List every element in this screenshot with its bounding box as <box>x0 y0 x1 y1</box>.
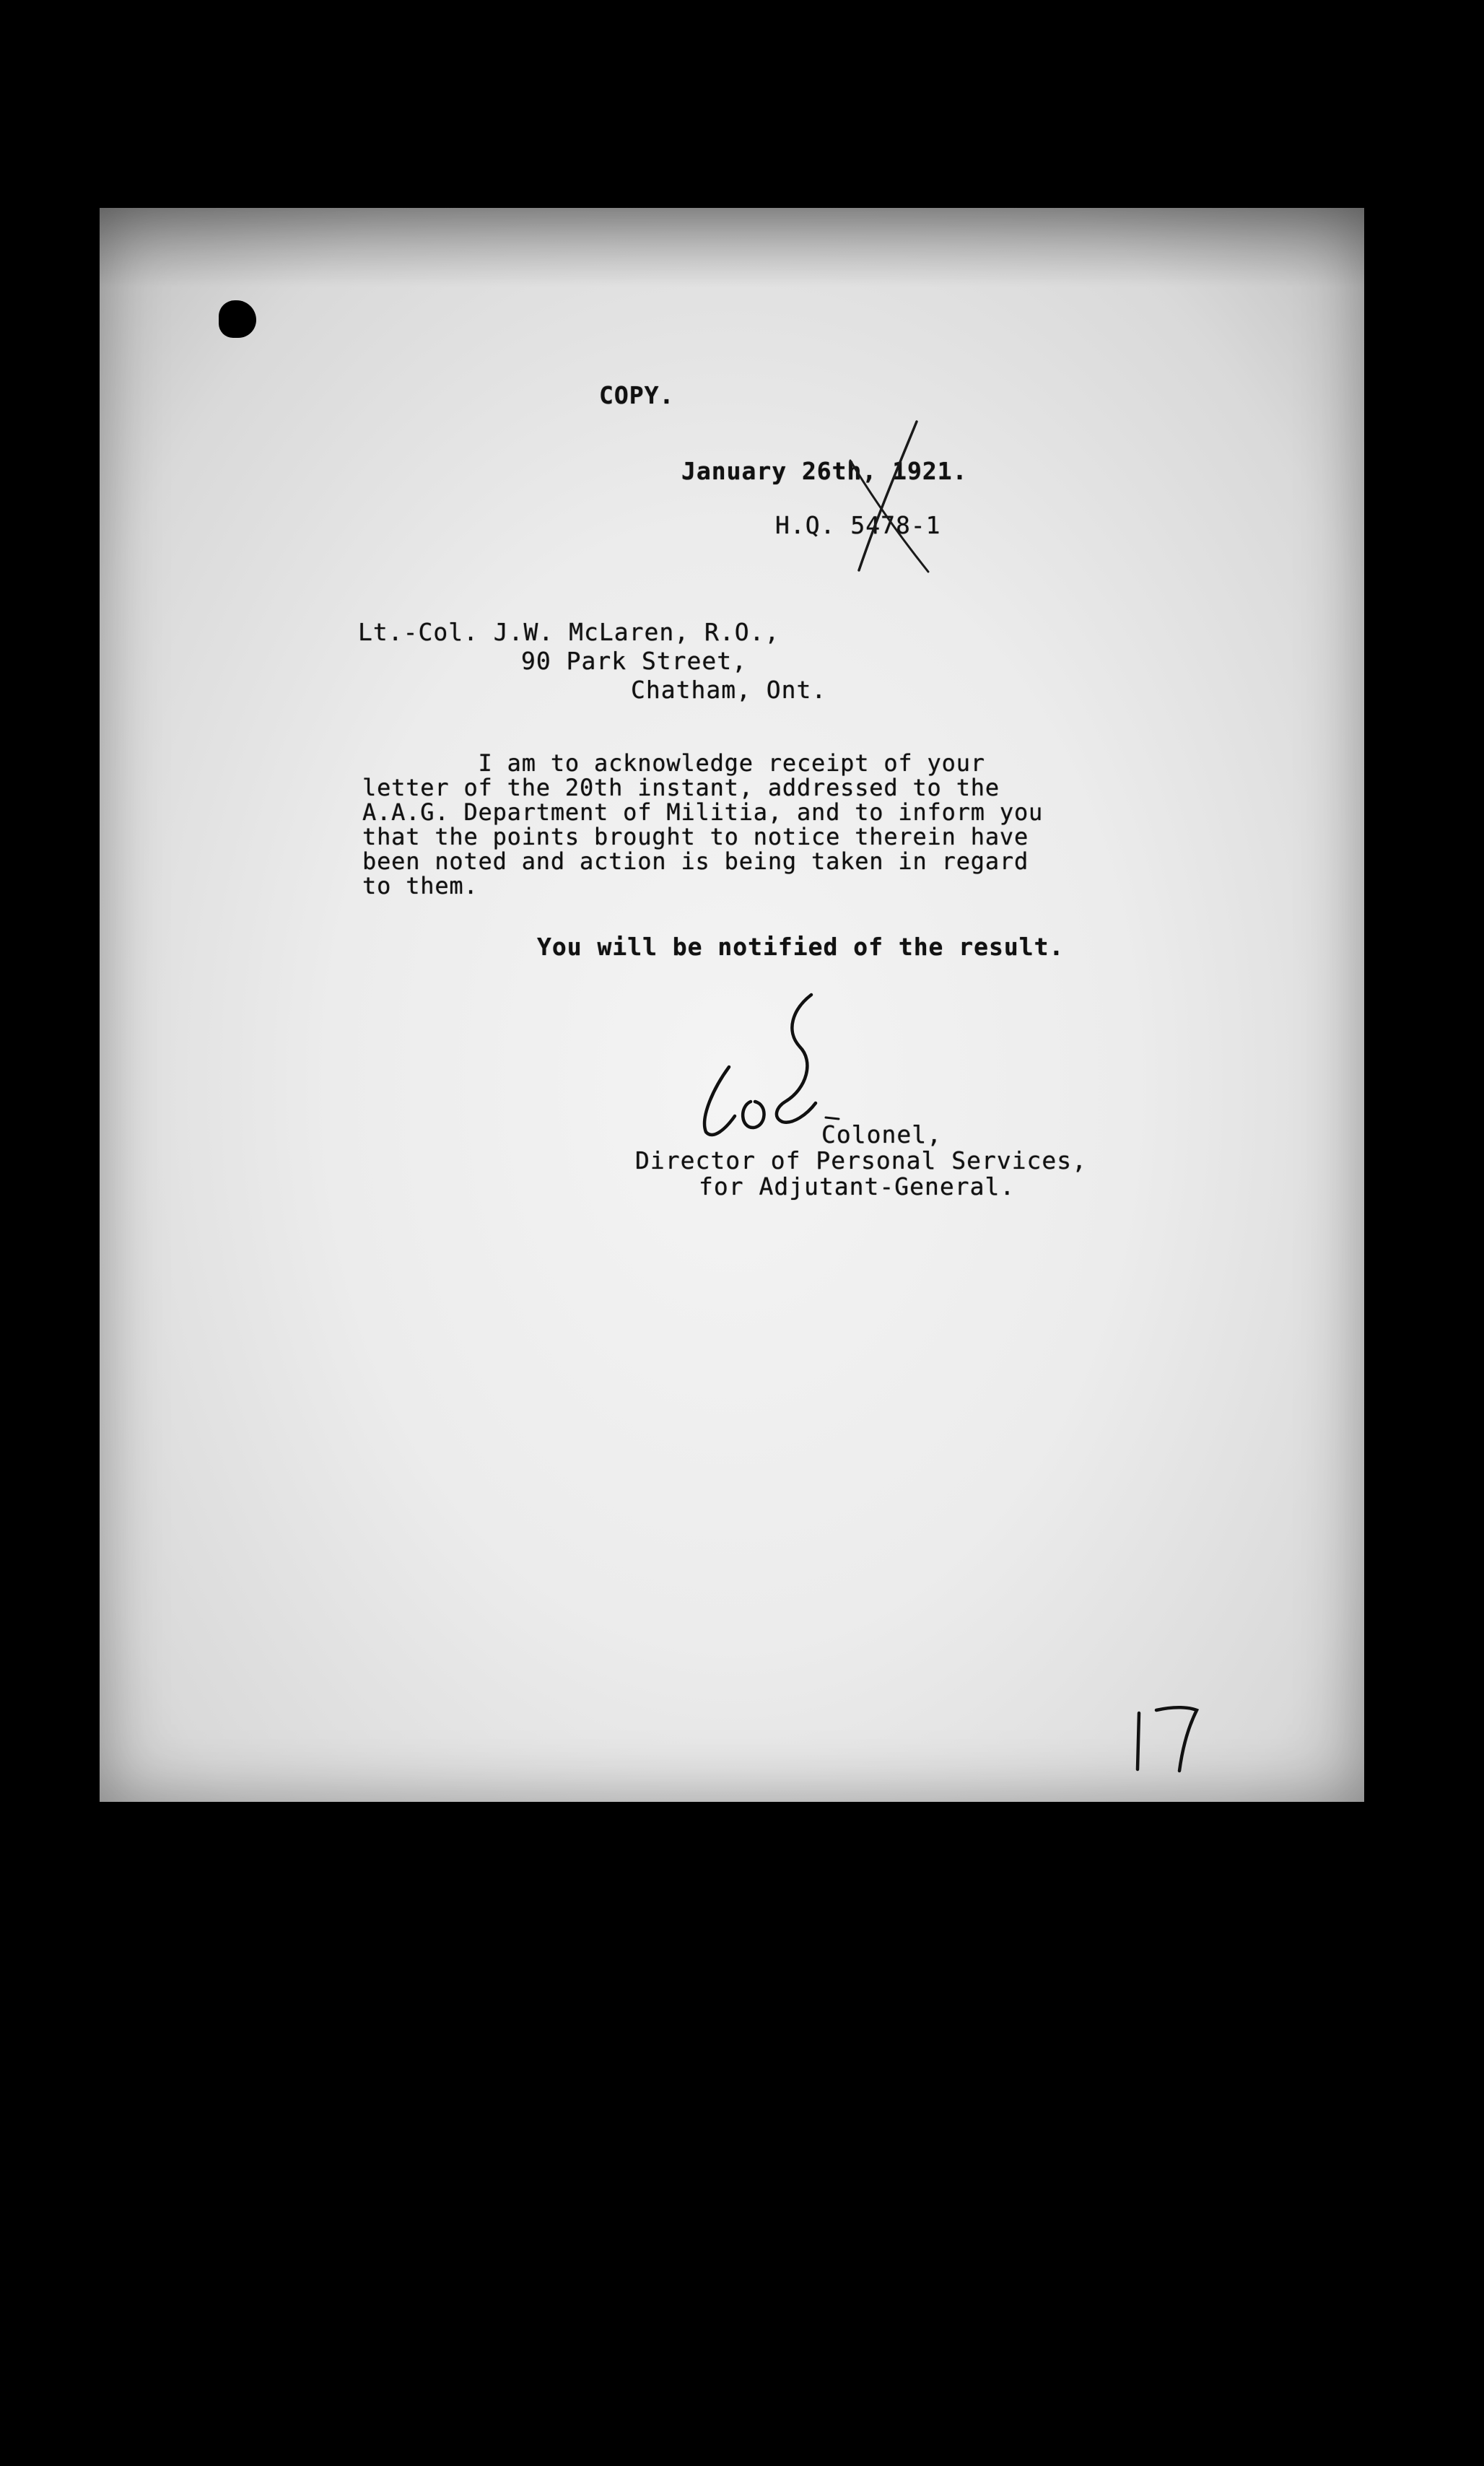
body-line: that the points brought to notice therein have <box>362 823 1029 850</box>
closing-line: You will be notified of the result. <box>537 933 1065 961</box>
signature-rank: Colonel, <box>821 1120 942 1149</box>
ink-blot-mark <box>219 300 256 338</box>
document-page <box>100 208 1364 1802</box>
recipient-city: Chatham, Ont. <box>631 676 827 704</box>
file-reference: H.Q. 5478-1 <box>775 511 941 539</box>
letter-date: January 26th, 1921. <box>681 457 968 485</box>
cross-out-mark <box>821 417 937 576</box>
recipient-name: Lt.-Col. J.W. McLaren, R.O., <box>358 618 780 646</box>
signature-for-line: for Adjutant-General. <box>699 1172 1016 1201</box>
body-line: letter of the 20th instant, addressed to the <box>362 774 1000 801</box>
copy-heading: COPY. <box>599 381 675 409</box>
body-line: to them. <box>362 872 479 899</box>
signature-title: Director of Personal Services, <box>635 1146 1088 1175</box>
body-line: been noted and action is being taken in regard <box>362 848 1029 875</box>
letter-body <box>362 751 1043 898</box>
page-number-handwritten <box>1125 1699 1211 1778</box>
recipient-street: 90 Park Street, <box>521 647 748 675</box>
body-line: I am to acknowledge receipt of your <box>362 749 985 777</box>
body-line: A.A.G. Department of Militia, and to inform you <box>362 798 1044 826</box>
